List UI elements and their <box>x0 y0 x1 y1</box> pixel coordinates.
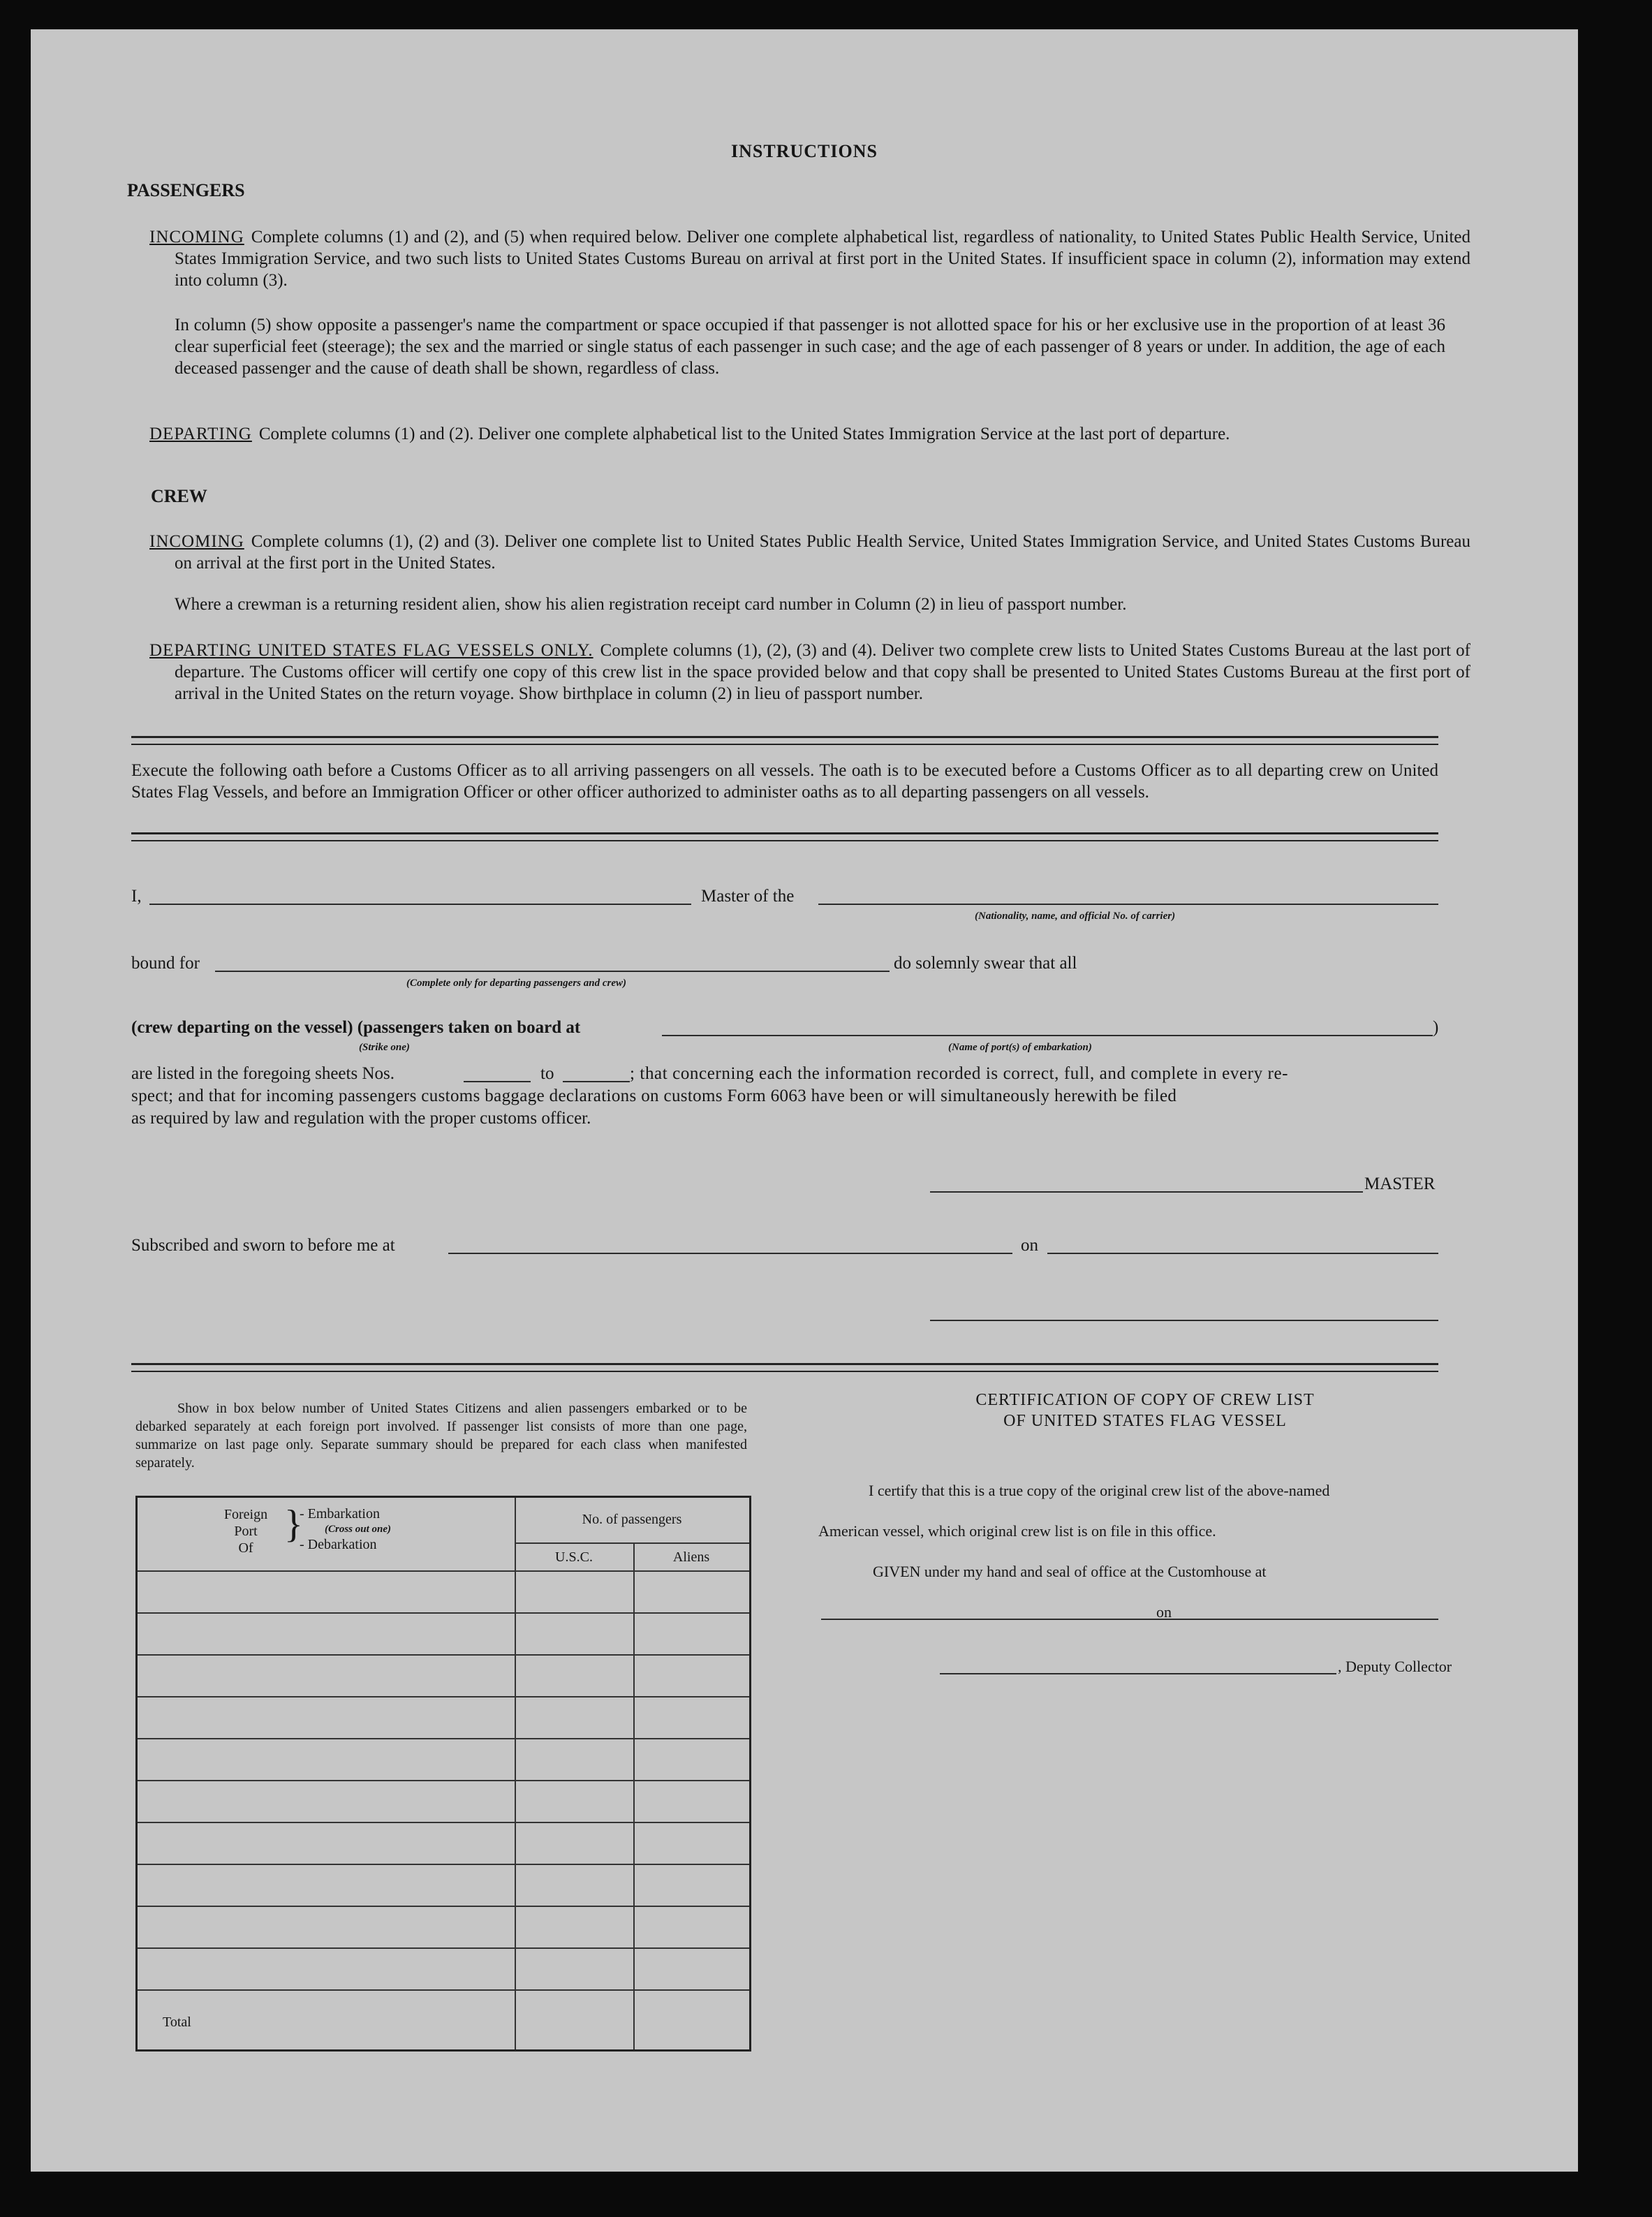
port-label: Port <box>234 1524 258 1539</box>
baggage-declaration-text: spect; and that for incoming passengers customs baggage declarations on customs Form 6063 have been or will simultaneously herewith be filed <box>131 1087 1177 1105</box>
certification-title-line2: OF UNITED STATES FLAG VESSEL <box>1003 1412 1287 1430</box>
sheet-to-label: to <box>540 1064 554 1083</box>
sheets-label: are listed in the foregoing sheets Nos. <box>131 1064 394 1083</box>
foreign-label: Foreign <box>223 1507 268 1522</box>
deputy-collector-label: , Deputy Collector <box>1338 1658 1452 1675</box>
table-row <box>138 1989 749 1991</box>
table-row <box>138 1947 749 1949</box>
page-title: INSTRUCTIONS <box>731 141 878 161</box>
table-row <box>138 1780 749 1781</box>
strike-one-caption: (Strike one) <box>359 1042 410 1053</box>
certification-heading <box>852 1390 1438 1431</box>
usc-header: U.S.C. <box>555 1549 593 1565</box>
carrier-caption: (Nationality, name, and official No. of carrier) <box>975 911 1176 922</box>
table-row <box>138 1906 749 1907</box>
summary-instructions: Show in box below number of United States Citizens and alien passengers embarked or to be debarked separately at each foreign port involved. If passenger list consists of more than one page, summarize on last page only. Separate summary should be prepared for each class when manifested separately. <box>135 1401 747 1471</box>
crew-departing-paragraph <box>149 640 1470 705</box>
aliens-header: Aliens <box>672 1549 710 1565</box>
bound-for-caption: (Complete only for departing passengers and crew) <box>406 978 626 989</box>
passengers-departing-label: DEPARTING <box>149 425 252 443</box>
crew-departing-label: DEPARTING UNITED STATES FLAG VESSELS ONLY. <box>149 641 593 660</box>
cert-date-field[interactable] <box>1181 1619 1438 1620</box>
crew-incoming-paragraph <box>149 531 1470 574</box>
crew-departing-option: (crew departing on the vessel) (passengers taken on board at <box>131 1018 581 1037</box>
resident-alien-paragraph: Where a crewman is a returning resident alien, show his alien registration receipt card number in Column (2) in lieu of passport number. <box>175 595 1127 614</box>
sworn-place-field[interactable] <box>448 1253 1012 1254</box>
header-bottom <box>138 1570 749 1572</box>
oath-intro: Execute the following oath before a Customs Officer as to all arriving passengers on all vessels. The oath is to be executed before a Customs Officer as to all departing crew on United States Flag Vessels, and before an Immigration Officer or other officer authorized to administer oaths as to all departing passengers on all vessels. <box>131 761 1438 802</box>
passenger-summary-table <box>135 1496 751 2052</box>
passengers-incoming-text: Complete columns (1) and (2), and (5) when required below. Deliver one complete alphabetical list, regardless of nationality, to United States Public Health Service, United States Immigration Service, and two such lists to United States Customs Bureau on arrival at first port in the United States. If insufficient space in column (2), information may extend into column (3). <box>175 228 1470 290</box>
sworn-on-label: on <box>1021 1236 1038 1255</box>
carrier-field[interactable] <box>818 904 1438 905</box>
crew-heading: CREW <box>151 486 207 506</box>
embarkation-option[interactable]: - Embarkation <box>300 1506 380 1522</box>
passengers-incoming-paragraph <box>149 226 1470 291</box>
table-row <box>138 1654 749 1656</box>
cross-out-note: (Cross out one) <box>325 1524 392 1535</box>
subscribed-label: Subscribed and sworn to before me at <box>131 1236 395 1255</box>
embarkation-port-field[interactable] <box>662 1035 1433 1036</box>
law-regulation-text: as required by law and regulation with the proper customs officer. <box>131 1109 591 1128</box>
certify-line2: American vessel, which original crew list is on file in this office. <box>818 1522 1216 1540</box>
table-row <box>138 1738 749 1739</box>
crew-incoming-label: INCOMING <box>149 532 244 551</box>
table-row <box>138 1864 749 1865</box>
section-divider <box>131 736 1438 745</box>
cert-on-label: on <box>1156 1603 1172 1621</box>
section-divider <box>131 1363 1438 1372</box>
given-text: GIVEN under my hand and seal of office at the Customhouse at <box>873 1563 1267 1580</box>
total-label: Total <box>163 2015 191 2030</box>
debarkation-option[interactable]: - Debarkation <box>300 1537 377 1552</box>
header-divider <box>515 1542 749 1544</box>
master-name-field[interactable] <box>149 904 691 905</box>
certification-title-line1: CERTIFICATION OF COPY OF CREW LIST <box>975 1391 1315 1409</box>
embark-debark-options <box>300 1506 411 1552</box>
passengers-heading: PASSENGERS <box>127 180 245 200</box>
passengers-departing-text: Complete columns (1) and (2). Deliver one complete alphabetical list to the United States Immigration Service at the last port of departure. <box>258 425 1230 443</box>
concerning-text: ; that concerning each the information recorded is correct, full, and complete in every re- <box>630 1064 1289 1083</box>
column5-paragraph: In column (5) show opposite a passenger's name the compartment or space occupied if that passenger is not allotted space for his or her exclusive use in the proportion of at least 36 clear superficial feet (steerage); the sex and the married or single status of each passenger in such case; and the age of each passenger of 8 years or under. In addition, the age of each deceased passenger and the cause of death shall be shown, regardless of class. <box>175 316 1445 378</box>
crew-incoming-text: Complete columns (1), (2) and (3). Deliver one complete list to United States Public Health Service, United States Immigration Service, and United States Customs Bureau on arrival at the first port in the United States. <box>175 532 1470 573</box>
master-label: MASTER <box>1364 1174 1436 1193</box>
master-signature-field[interactable] <box>930 1191 1363 1193</box>
of-label: Of <box>238 1540 253 1556</box>
crew-departing-text: Complete columns (1), (2), (3) and (4). Deliver two complete crew lists to United States Customs Bureau at the last port of departure. The Customs officer will certify one copy of this crew list in the space provided below and that copy shall be presented to United States Customs Bureau at the first port of arrival in the United States on the return voyage. Show birthplace in column (2) in lieu of passport number. <box>175 641 1470 703</box>
certify-line1: I certify that this is a true copy of the original crew list of the above-named <box>869 1482 1330 1499</box>
bound-for-label: bound for <box>131 954 200 973</box>
form-page <box>31 29 1578 2172</box>
oath-i-label: I, <box>131 887 142 906</box>
column-divider <box>515 1498 516 2049</box>
port-caption: (Name of port(s) of embarkation) <box>948 1042 1092 1053</box>
sworn-date-field[interactable] <box>1047 1253 1438 1254</box>
officer-signature-field[interactable] <box>930 1320 1438 1321</box>
table-row <box>138 1612 749 1614</box>
do-solemnly-swear-text: do solemnly swear that all <box>894 954 1077 973</box>
passengers-incoming-label: INCOMING <box>149 228 244 246</box>
sheet-to-field[interactable] <box>563 1081 630 1082</box>
table-row <box>138 1822 749 1823</box>
sheet-from-field[interactable] <box>464 1081 531 1082</box>
bound-for-field[interactable] <box>215 971 890 972</box>
passengers-departing-paragraph <box>149 423 1470 445</box>
table-row <box>138 1696 749 1697</box>
master-of-the-label: Master of the <box>701 887 795 906</box>
column-divider <box>633 1542 635 2049</box>
section-divider <box>131 832 1438 841</box>
deputy-signature-field[interactable] <box>940 1673 1336 1674</box>
no-of-passengers-header: No. of passengers <box>582 1512 682 1527</box>
close-paren: ) <box>1433 1018 1439 1037</box>
brace-icon: } <box>284 1503 303 1546</box>
foreign-port-of-label <box>214 1506 277 1556</box>
customhouse-field[interactable] <box>821 1619 1184 1620</box>
